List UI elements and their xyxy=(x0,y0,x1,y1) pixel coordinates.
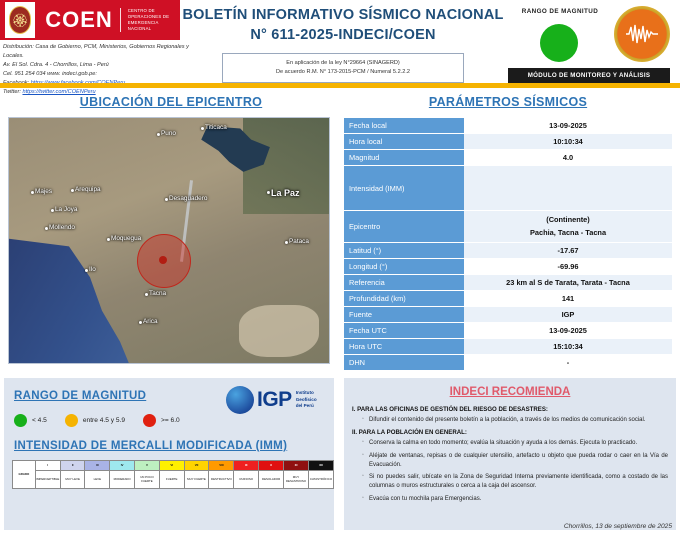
map-city-label: Titicaca xyxy=(205,124,227,131)
parameter-value: (Continente) Pachia, Tacna - Tacna xyxy=(464,211,672,242)
mercalli-roman-cell: VI xyxy=(159,461,184,471)
table-row xyxy=(344,323,672,338)
parameter-key: Hora UTC xyxy=(344,339,464,354)
map-city-dot xyxy=(139,321,142,324)
magnitude-legend-label: >= 6.0 xyxy=(161,417,180,424)
mercalli-name-cell: DESOLADOR xyxy=(259,471,284,489)
parameter-value: 4.0 xyxy=(464,150,672,165)
legal-line-1: En aplicación de la ley N°29664 (SINAGERD) xyxy=(286,60,400,67)
map-city-label: Majes xyxy=(35,188,53,195)
mercalli-name-cell: DESTRUCTIVO xyxy=(209,471,234,489)
mercalli-name-cell: MODERADO xyxy=(110,471,135,489)
recommendations-panel xyxy=(344,378,676,530)
mercalli-roman-cell: XII xyxy=(308,461,333,471)
parameter-value: IGP xyxy=(464,307,672,322)
mercalli-roman-cell: V xyxy=(135,461,160,471)
parameter-value xyxy=(464,166,672,210)
mercalli-name-cell: UN POCO FUERTE xyxy=(135,471,160,489)
table-row xyxy=(344,118,672,133)
recommendation-item: ▫ Difundir el contenido del presente boletín a la población, a través de los medios de comunicación social. xyxy=(362,416,668,425)
parameter-key: Intensidad (IMM) xyxy=(344,166,464,210)
parameter-key: Fecha UTC xyxy=(344,323,464,338)
mercalli-grade-header: GRADO xyxy=(13,461,36,489)
igp-wordmark: IGP xyxy=(257,388,292,411)
map-city-dot xyxy=(107,238,110,241)
parameter-value: 13-09-2025 xyxy=(464,323,672,338)
magnitude-color-dot xyxy=(143,414,156,427)
mercalli-name-cell: MUY LEVE xyxy=(60,471,85,489)
mercalli-scale-table xyxy=(12,460,334,489)
peru-coat-of-arms-icon: 🏵 xyxy=(5,2,35,38)
seismograph-seal-icon xyxy=(614,6,670,62)
map-city-dot xyxy=(157,133,160,136)
parameter-key: Hora local xyxy=(344,134,464,149)
recommendations-heading-1: I. PARA LAS OFICINAS DE GESTIÓN DEL RIESGO DE DESASTRES: xyxy=(352,406,548,413)
parameter-key: Epicentro xyxy=(344,211,464,242)
mercalli-roman-cell: VII xyxy=(184,461,209,471)
map-city-dot xyxy=(51,209,54,212)
distribution-text: Distribución: Casa de Gobierno, PCM, Ministerios, Gobiernos Regionales y Locales. xyxy=(3,44,189,60)
parameter-key: Profundidad (km) xyxy=(344,291,464,306)
table-row xyxy=(344,134,672,149)
mercalli-name-cell: LEVE xyxy=(85,471,110,489)
parameter-key: Longitud (°) xyxy=(344,259,464,274)
distribution-block xyxy=(3,43,203,97)
magnitude-range-title: RANGO DE MAGNITUD xyxy=(14,390,147,402)
parameter-key: Magnitud xyxy=(344,150,464,165)
parameter-value: 13-09-2025 xyxy=(464,118,672,133)
parameter-key: DHN xyxy=(344,355,464,370)
map-city-label: Puno xyxy=(161,130,176,137)
epicenter-marker[interactable] xyxy=(159,256,167,264)
table-row xyxy=(344,355,672,370)
footer-date: Chorrillos, 13 de septiembre de 2025 xyxy=(563,523,672,530)
parameters-column xyxy=(344,95,672,371)
parameter-key: Referencia xyxy=(344,275,464,290)
map-city-label: Pataca xyxy=(289,238,309,245)
recommendation-item: ▫ Evacúa con tu mochila para Emergencias. xyxy=(362,495,668,504)
epicenter-column xyxy=(8,95,334,364)
igp-subtitle: Instituto Geofísico del Perú xyxy=(295,389,317,409)
map-city-dot xyxy=(201,127,204,130)
table-row xyxy=(344,339,672,354)
recommendations-title: INDECI RECOMIENDA xyxy=(449,386,571,398)
magnitude-legend-item xyxy=(143,414,180,427)
mercalli-roman-cell: II xyxy=(60,461,85,471)
magnitude-legend-label: entre 4.5 y 5.9 xyxy=(82,417,126,424)
mercalli-name-cell: CATASTRÓFICO xyxy=(308,471,333,489)
seismic-parameters-table xyxy=(344,117,672,371)
recommendations-list-1 xyxy=(352,416,668,425)
mercalli-title: INTENSIDAD DE MERCALLI MODIFICADA (IMM) xyxy=(14,440,288,452)
bulletin-title-line1: BOLETÍN INFORMATIVO SÍSMICO NACIONAL xyxy=(182,7,504,23)
table-row xyxy=(344,243,672,258)
mercalli-roman-cell: III xyxy=(85,461,110,471)
parameter-value: -69.96 xyxy=(464,259,672,274)
recommendation-item: ▫ Si no puedes salir, ubícate en la Zona de Seguridad Interna previamente identificada, como a costado de las columnas o muros estructurales o cerca a la caja del ascensor. xyxy=(362,473,668,492)
parameter-value: -17.67 xyxy=(464,243,672,258)
mercalli-roman-cell: IX xyxy=(234,461,259,471)
map-city-dot xyxy=(165,198,168,201)
map-city-label: Ilo xyxy=(89,266,96,273)
recommendations-heading-2: II. PARA LA POBLACIÓN EN GENERAL: xyxy=(352,429,467,437)
parameters-section-title: PARÁMETROS SÍSMICOS xyxy=(428,95,588,109)
parameter-value: - xyxy=(464,355,672,370)
map-city-dot xyxy=(285,241,288,244)
coen-logo-bar xyxy=(0,0,180,40)
magnitude-color-dot xyxy=(65,414,78,427)
legal-line-2: De acuerdo R.M. N° 173-2015-PCM / Numeral 5.2.2.2 xyxy=(275,69,411,76)
map-city-label: Tacna xyxy=(149,290,167,297)
mercalli-name-cell: IMPERCEPTIBLE xyxy=(35,471,60,489)
map-city-label: Mollendo xyxy=(49,224,75,231)
twitter-label: Twitter: xyxy=(3,89,21,96)
coen-logo-subtitle: CENTRO DE OPERACIONES DE EMERGENCIA NACIONAL xyxy=(127,7,170,32)
map-city-dot xyxy=(145,293,148,296)
magnitude-legend-item xyxy=(65,414,125,427)
address-text: Av. El Sol. Cdra. 4 - Chorrillos, Lima - Perú xyxy=(3,62,109,69)
recommendation-item: ▫ Aléjate de ventanas, repisas o de cualquier utensilio, artefacto u objeto que pueda rodar o caer en la Vía de Evacuación. xyxy=(362,452,668,471)
epicenter-section-title: UBICACIÓN DEL EPICENTRO xyxy=(79,95,263,109)
map-city-label: Moquegua xyxy=(111,235,142,242)
igp-globe-icon xyxy=(226,386,254,414)
page-header xyxy=(0,0,680,96)
mercalli-name-cell: RUINOSO xyxy=(234,471,259,489)
map-city-dot xyxy=(267,191,270,194)
table-row xyxy=(344,307,672,322)
parameter-value: 141 xyxy=(464,291,672,306)
magnitude-range-indicator-dot xyxy=(540,24,578,62)
coen-wordmark: COEN xyxy=(45,7,113,32)
mercalli-roman-cell: I xyxy=(35,461,60,471)
recommendation-item: ▫ Conserva la calma en todo momento; evalúa la situación y ayuda a los demás. Ejecuta lo practicado. xyxy=(362,439,668,448)
map-city-label: La Paz xyxy=(271,188,300,198)
table-row xyxy=(344,166,672,210)
map-city-label: Arequipa xyxy=(75,186,101,193)
mercalli-roman-cell: XI xyxy=(284,461,309,471)
bottom-panels xyxy=(0,378,680,534)
parameter-key: Fecha local xyxy=(344,118,464,133)
table-row xyxy=(344,291,672,306)
header-accent-strip xyxy=(0,83,680,88)
map-city-label: Arica xyxy=(143,318,158,325)
map-city-dot xyxy=(71,189,74,192)
magnitude-legend-label: < 4.5 xyxy=(32,417,47,424)
recommendations-list-2 xyxy=(352,439,668,504)
parameter-key: Latitud (°) xyxy=(344,243,464,258)
recommendations-body xyxy=(352,406,668,507)
map-city-dot xyxy=(31,191,34,194)
epicenter-map[interactable] xyxy=(8,117,330,364)
mercalli-name-cell: FUERTE xyxy=(159,471,184,489)
scales-panel xyxy=(4,378,334,530)
mercalli-name-cell: MUY DESASTROSO xyxy=(284,471,309,489)
magnitude-color-dot xyxy=(14,414,27,427)
header-magnitude-range-label: RANGO DE MAGNITUD xyxy=(521,8,599,15)
parameter-value: 23 km al S de Tarata, Tarata - Tacna xyxy=(464,275,672,290)
igp-logo xyxy=(226,386,317,414)
phone-text: Cel. 951 254 034 www. indeci.gob.pe: xyxy=(3,71,97,78)
mercalli-roman-cell: VIII xyxy=(209,461,234,471)
table-row xyxy=(344,259,672,274)
module-banner: MÓDULO DE MONITOREO Y ANÁLISIS xyxy=(508,68,670,83)
map-desert-area xyxy=(239,305,319,357)
map-city-label: Desaguadero xyxy=(169,195,208,202)
map-city-dot xyxy=(85,269,88,272)
mercalli-roman-cell: X xyxy=(259,461,284,471)
table-row xyxy=(344,211,672,242)
mercalli-name-cell: MUY FUERTE xyxy=(184,471,209,489)
map-city-label: La Joya xyxy=(55,206,78,213)
map-ocean-area xyxy=(8,238,153,364)
parameter-value: 15:10:34 xyxy=(464,339,672,354)
magnitude-legend-item xyxy=(14,414,47,427)
table-row xyxy=(344,275,672,290)
main-content xyxy=(0,95,680,370)
bulletin-title-line2: N° 611-2025-INDECI/COEN xyxy=(250,26,436,43)
parameter-key: Fuente xyxy=(344,307,464,322)
table-row xyxy=(344,150,672,165)
logo-divider xyxy=(120,8,121,32)
twitter-link[interactable]: https://twitter.com/COENPeru xyxy=(22,89,96,96)
map-city-dot xyxy=(45,227,48,230)
mercalli-roman-cell: IV xyxy=(110,461,135,471)
magnitude-legend xyxy=(14,414,198,427)
bulletin-title-block xyxy=(178,6,508,83)
parameter-value: 10:10:34 xyxy=(464,134,672,149)
legal-notice-box xyxy=(222,53,464,83)
